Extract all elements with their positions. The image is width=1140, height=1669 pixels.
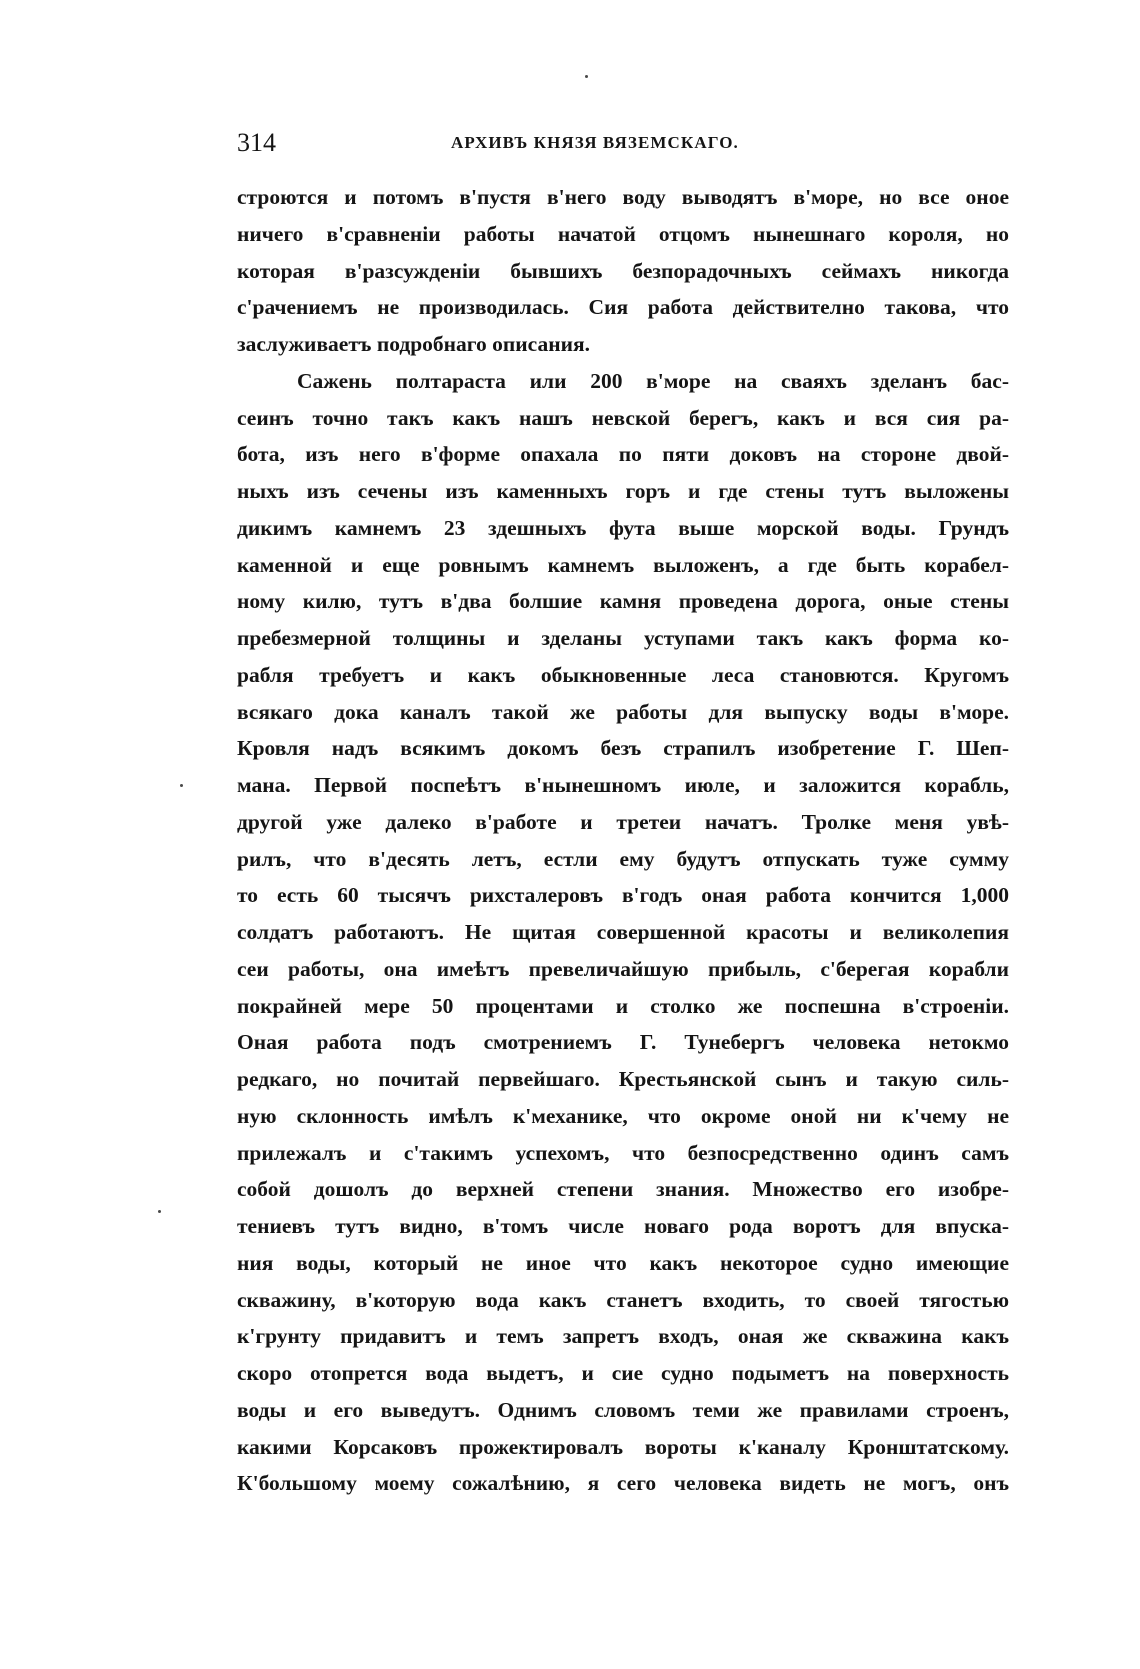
text-line: рабля требуетъ и какъ обыкновенные леса становются. Кругомъ (237, 662, 1009, 687)
text-line: К'большому моему сожалѣнию, я сего человека видеть не могъ, онъ (237, 1471, 1009, 1496)
text-line: воды и его выведутъ. Однимъ словомъ теми же правилами строенъ, (237, 1397, 1009, 1422)
text-line: прилежалъ и с'такимъ успехомъ, что безпосредственно одинъ самъ (237, 1140, 1009, 1165)
text-line: рилъ, что в'десять летъ, естли ему будутъ отпускать туже сумму (237, 846, 1009, 871)
text-line: какими Корсаковъ прожектировалъ вороты к'каналу Кронштатскому. (237, 1434, 1009, 1459)
text-line: мана. Первой поспеѣтъ в'нынешномъ июле, и заложится корабль, (237, 773, 1009, 797)
paragraph-2 (237, 363, 1009, 1502)
text-line: Кровля надъ всякимъ докомъ безъ страпилъ изобретение Г. Шеп- (237, 736, 1009, 761)
text-line: Оная работа подъ смотрениемъ Г. Тунебергъ человека нетокмо (237, 1030, 1009, 1055)
text-line: с'рачениемъ не производилась. Сия работа действително такова, что (237, 295, 1009, 320)
text-line: заслуживаетъ подробнаго описания. (237, 332, 591, 356)
text-line: собой дошолъ до верхней степени знания. Множество его изобре- (237, 1177, 1009, 1202)
scan-speck (180, 784, 183, 787)
text-line: каменной и еще ровнымъ камнемъ выложенъ, а где быть корабел- (237, 552, 1009, 577)
text-line: покрайней мере 50 процентами и столко же поспешна в'строеніи. (237, 993, 1009, 1018)
text-line: ныхъ изъ сечены изъ каменныхъ горъ и где стены тутъ выложены (237, 479, 1009, 503)
text-line: ничего в'сравненіи работы начатой отцомъ нынешнаго короля, но (237, 221, 1009, 246)
text-line: которая в'разсужденіи бывшихъ безпорадочныхъ сеймахъ никогда (237, 258, 1009, 283)
text-line: скважину, в'которую вода какъ станетъ входить, то своей тягостью (237, 1287, 1009, 1312)
text-line: другой уже далеко в'работе и третеи начатъ. Тролке меня увѣ- (237, 809, 1009, 834)
text-line: к'грунту придавитъ и темъ запретъ входъ, оная же скважина какъ (237, 1324, 1009, 1349)
paragraph-1 (237, 179, 1009, 363)
text-line: пребезмерной толщины и зделаны уступами такъ какъ форма ко- (237, 626, 1009, 650)
text-line: ную склонность имѣлъ к'механике, что окроме оной ни к'чему не (237, 1103, 1009, 1128)
scan-speck (158, 1210, 161, 1213)
text-line: сеинъ точно такъ какъ нашъ невской берегъ, какъ и вся сия ра- (237, 405, 1009, 430)
text-line: ному килю, тутъ в'два болшие камня проведена дорога, оные стены (237, 589, 1009, 614)
text-line: Сажень полтараста или 200 в'море на сваяхъ зделанъ бас- (297, 368, 1009, 393)
text-line: солдатъ работаютъ. Не щитая совершенной красоты и великолепия (237, 920, 1009, 944)
text-line: строются и потомъ в'пустя в'него воду выводятъ в'море, но все оное (237, 185, 1009, 209)
text-line: скоро отопрется вода выдетъ, и сие судно подыметъ на поверхность (237, 1361, 1009, 1385)
text-line: всякаго дока каналъ такой же работы для выпуску воды в'море. (237, 699, 1009, 724)
running-head: АРХИВЪ КНЯЗЯ ВЯЗЕМСКАГО. (451, 133, 739, 152)
text-line: бота, изъ него в'форме опахала по пяти доковъ на стороне двой- (237, 442, 1009, 467)
text-line: то есть 60 тысячъ рихсталеровъ в'годъ оная работа кончится 1,000 (237, 883, 1009, 908)
text-line: тениевъ тутъ видно, в'томъ числе новаго рода воротъ для впуска- (237, 1214, 1009, 1238)
text-line: ния воды, который не иное что какъ некоторое судно имеющие (237, 1250, 1009, 1275)
body-text (237, 179, 1009, 1502)
page-number: 314 (237, 128, 276, 157)
text-line: редкаго, но почитай первейшаго. Крестьянской сынъ и такую силь- (237, 1067, 1009, 1091)
text-line: сеи работы, она имеѣтъ превеличайшую прибыль, с'берегая корабли (237, 956, 1009, 981)
scan-speck (585, 75, 588, 78)
text-line: дикимъ камнемъ 23 здешныхъ фута выше морской воды. Грундъ (237, 515, 1009, 540)
page-header (237, 126, 1009, 162)
